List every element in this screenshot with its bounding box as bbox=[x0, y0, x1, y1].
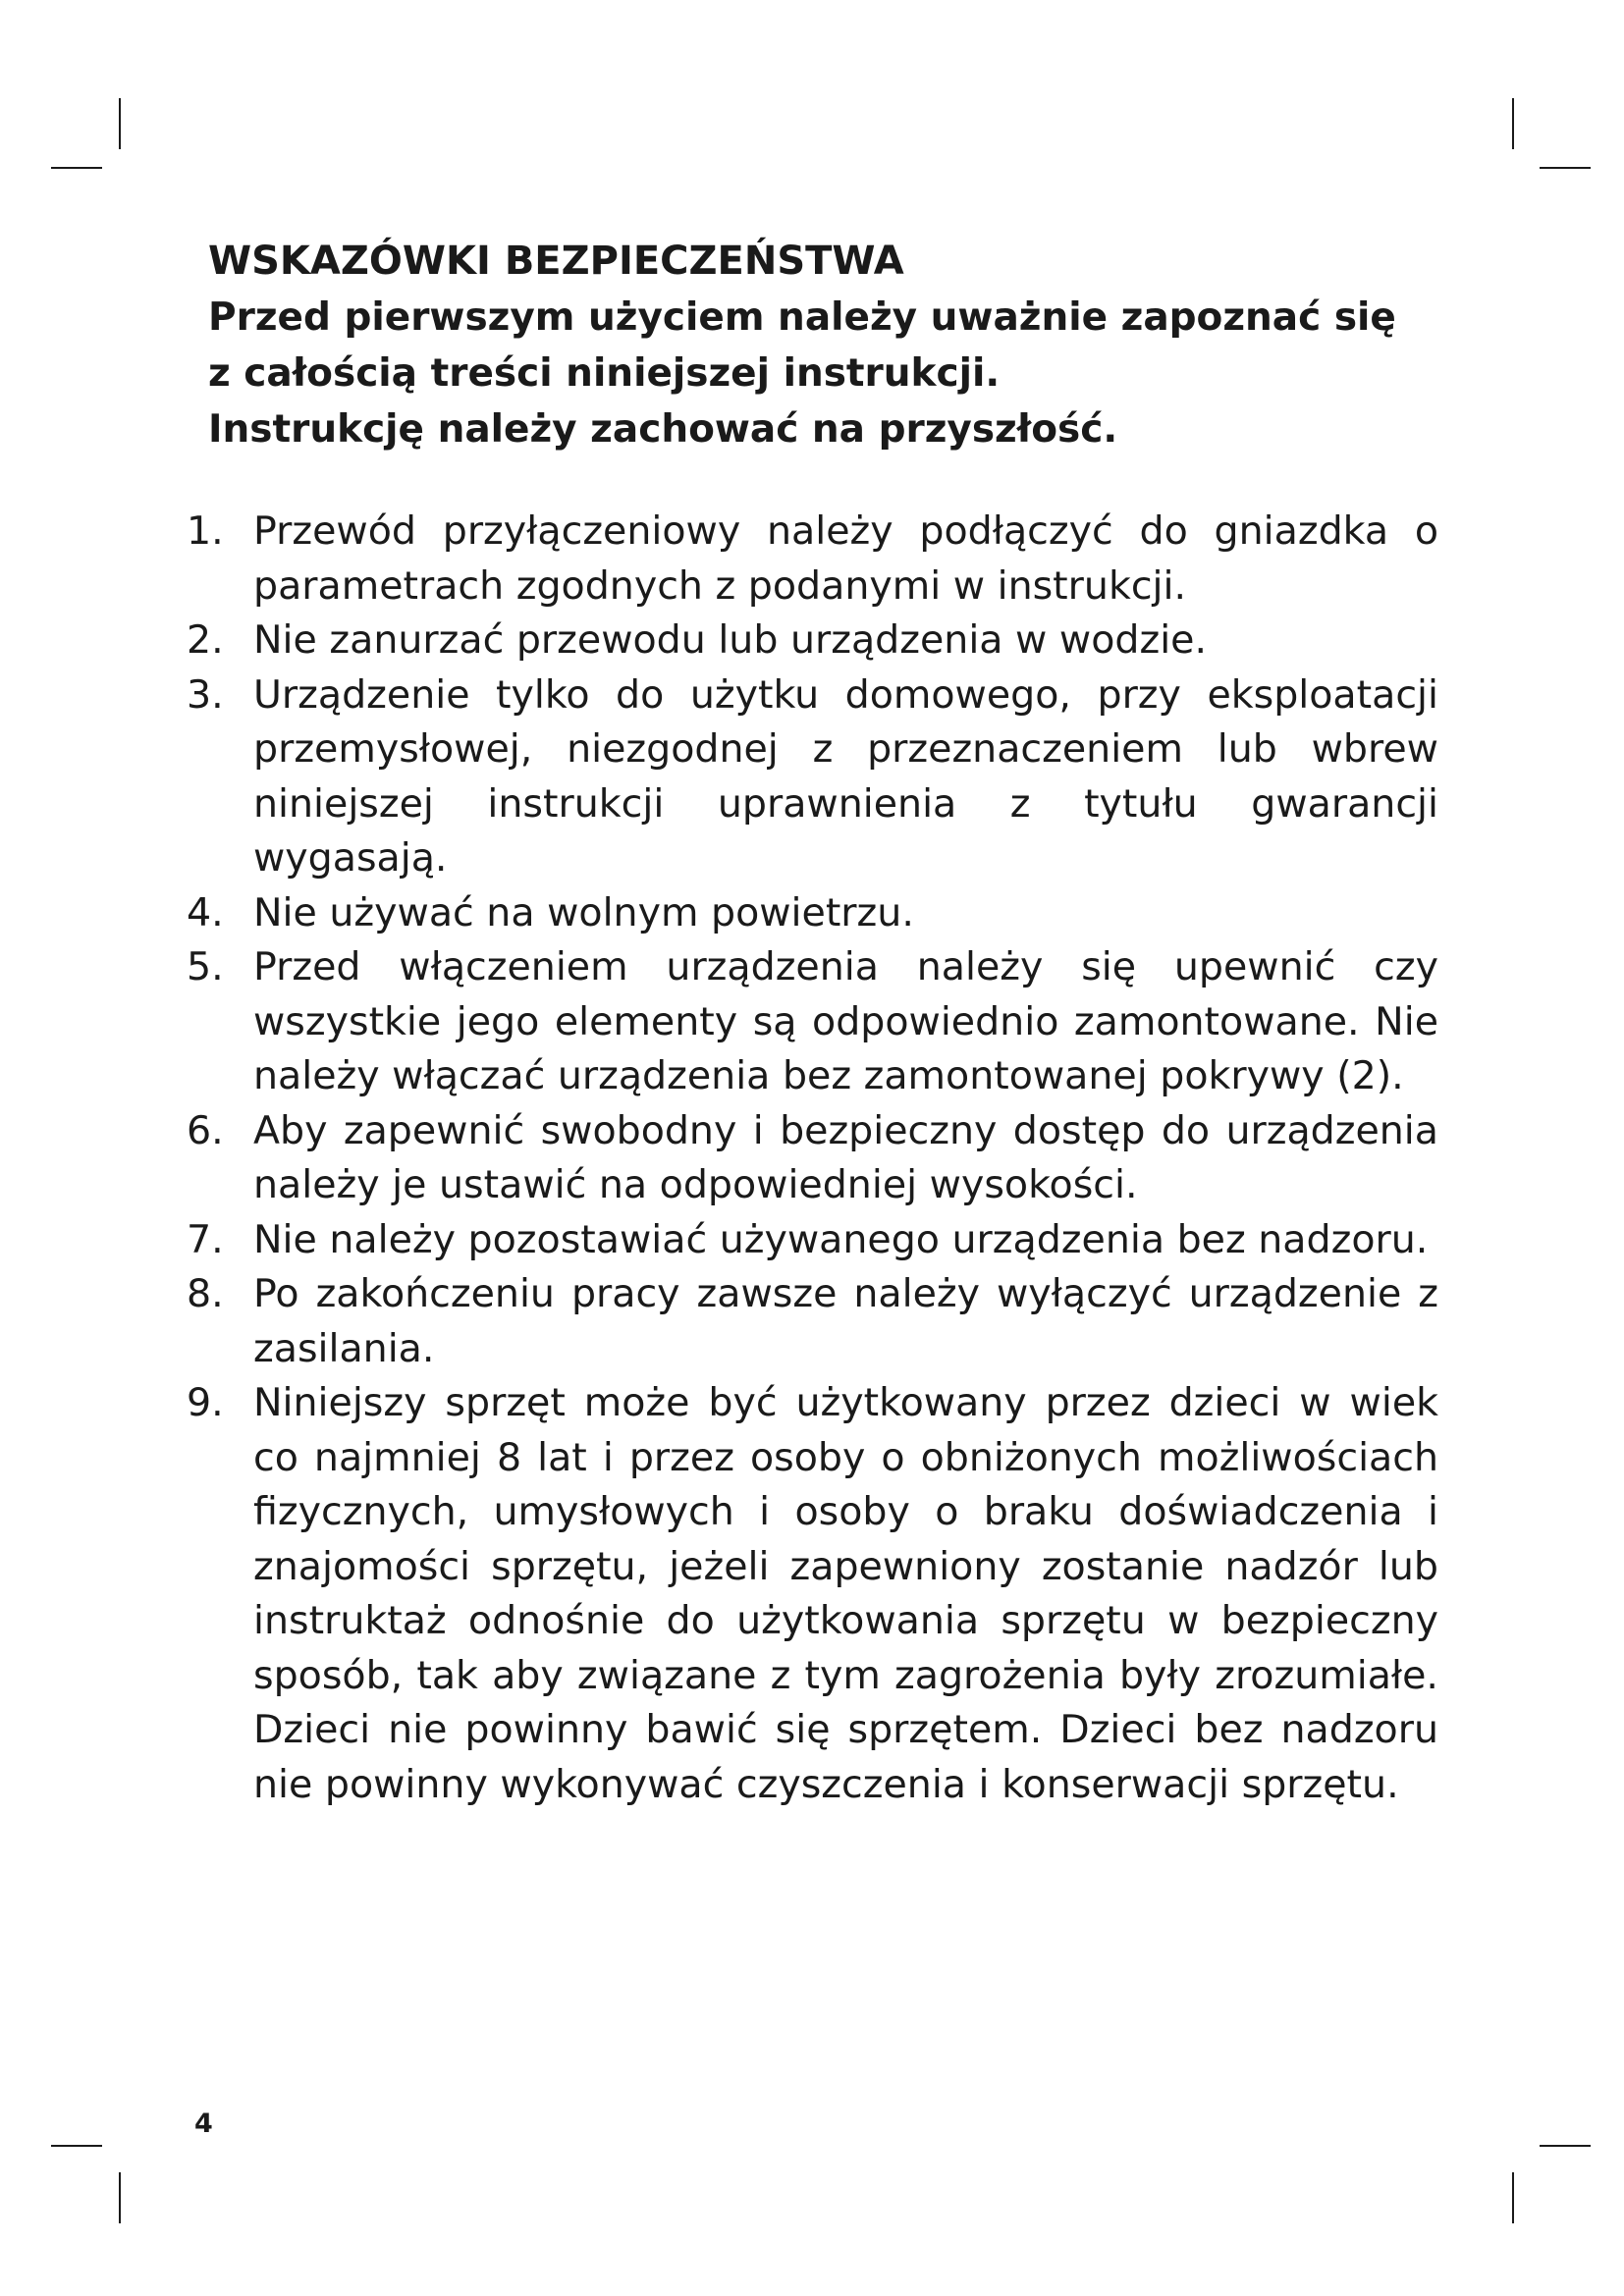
list-item bbox=[187, 505, 1438, 614]
list-item bbox=[187, 1376, 1438, 1812]
item-text: Urządzenie tylko do użytku domowego, przy eksploatacji przemysłowej, niezgodnej z przeznaczeniem lub wbrew niniejszej instrukcji uprawnienia z tytułu gwarancji wygasają. bbox=[253, 671, 1438, 881]
item-number: 7. bbox=[187, 1216, 224, 1262]
page-number: 4 bbox=[194, 2109, 213, 2139]
item-number: 9. bbox=[187, 1380, 224, 1425]
crop-mark-top-left-vertical bbox=[119, 98, 121, 149]
crop-mark-top-right-vertical bbox=[1512, 98, 1514, 149]
item-text: Przewód przyłączeniowy należy podłączyć do gniazdka o parametrach zgodnych z podanymi w instrukcji. bbox=[253, 508, 1438, 609]
list-item bbox=[187, 940, 1438, 1104]
item-text: Nie zanurzać przewodu lub urządzenia w wodzie. bbox=[253, 617, 1208, 663]
item-text: Nie używać na wolnym powietrzu. bbox=[253, 889, 914, 935]
item-number: 1. bbox=[187, 508, 224, 554]
list-item bbox=[187, 614, 1438, 668]
item-text: Niniejszy sprzęt może być użytkowany przez dzieci w wiek co najmniej 8 lat i przez osoby o obniżonych możliwościach fizycznych, umysłowych i osoby o braku doświadczenia i znajomości sprzętu, jeżeli zapewniony zostanie nadzór lub instruktaż odnośnie do użytkowania sprzętu w bezpieczny sposób, tak aby związane z tym zagrożenia były zrozumiałe. Dzieci nie powinny bawić się sprzętem. Dzieci bez nadzoru nie powinny wykonywać czyszczenia i konserwacji sprzętu. bbox=[253, 1380, 1438, 1807]
list-item bbox=[187, 1213, 1438, 1268]
item-text: Przed włączeniem urządzenia należy się upewnić czy wszystkie jego elementy są odpowiednio zamontowane. Nie należy włączać urządzenia bez zamontowanej pokrywy (2). bbox=[253, 944, 1438, 1098]
safety-instructions-list bbox=[187, 505, 1438, 1812]
page-title: WSKAZÓWKI BEZPIECZEŃSTWA bbox=[208, 239, 904, 284]
crop-mark-bottom-left-vertical bbox=[119, 2172, 121, 2223]
intro-line-2: z całością treści niniejszej instrukcji. bbox=[208, 351, 1001, 396]
item-number: 2. bbox=[187, 617, 224, 663]
intro-line-1: Przed pierwszym użyciem należy uważnie zapoznać się bbox=[208, 295, 1396, 340]
list-item bbox=[187, 1267, 1438, 1376]
crop-mark-bottom-right-vertical bbox=[1512, 2172, 1514, 2223]
item-number: 8. bbox=[187, 1271, 224, 1316]
item-number: 5. bbox=[187, 944, 224, 989]
item-number: 6. bbox=[187, 1107, 224, 1153]
crop-mark-top-right-horizontal bbox=[1540, 167, 1591, 169]
list-item bbox=[187, 1104, 1438, 1213]
item-number: 3. bbox=[187, 671, 224, 718]
list-item bbox=[187, 668, 1438, 886]
item-number: 4. bbox=[187, 889, 224, 935]
item-text: Nie należy pozostawiać używanego urządzenia bez nadzoru. bbox=[253, 1216, 1429, 1262]
item-text: Aby zapewnić swobodny i bezpieczny dostęp do urządzenia należy je ustawić na odpowiedniej wysokości. bbox=[253, 1107, 1438, 1207]
crop-mark-bottom-left-horizontal bbox=[51, 2145, 102, 2147]
item-text: Po zakończeniu pracy zawsze należy wyłączyć urządzenie z zasilania. bbox=[253, 1271, 1438, 1371]
crop-mark-top-left-horizontal bbox=[51, 167, 102, 169]
list-item bbox=[187, 886, 1438, 941]
intro-line-3: Instrukcję należy zachować na przyszłość. bbox=[208, 407, 1118, 452]
crop-mark-bottom-right-horizontal bbox=[1540, 2145, 1591, 2147]
safety-header bbox=[208, 234, 1465, 457]
